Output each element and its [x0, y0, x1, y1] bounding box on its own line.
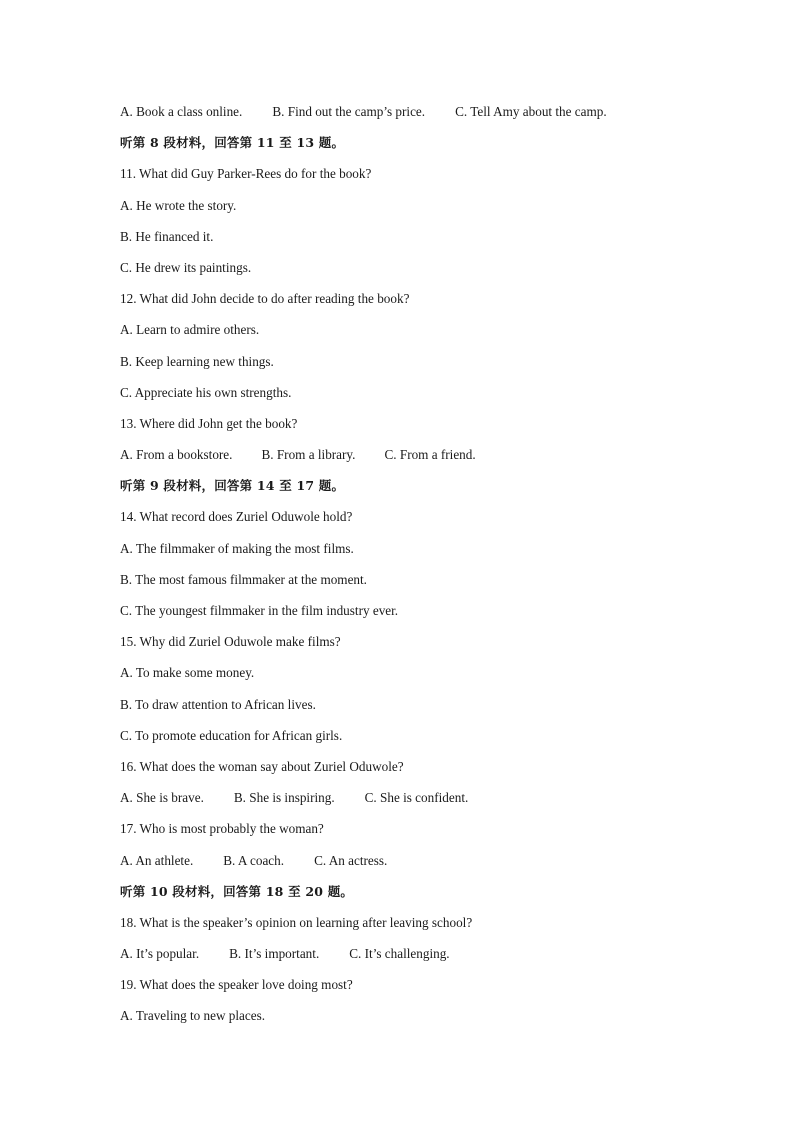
option-line: C. He drew its paintings.	[120, 259, 252, 275]
section-heading: 听第 8 段材料，回答第 11 至 13 题。	[120, 135, 345, 151]
question-text: 15. Why did Zuriel Oduwole make films?	[120, 634, 341, 650]
options-row	[120, 943, 720, 974]
question-text: 17. Who is most probably the woman?	[120, 821, 324, 837]
option-line: C. Appreciate his own strengths.	[120, 384, 292, 400]
question-text: 16. What does the woman say about Zuriel Oduwole?	[120, 758, 404, 774]
option-line: C. The youngest filmmaker in the film industry ever.	[120, 603, 399, 618]
options-row	[120, 101, 720, 132]
option-a: A. She is brave.	[120, 790, 204, 806]
option-line: A. To make some money.	[120, 665, 255, 681]
section-heading: 听第 9 段材料，回答第 14 至 17 题。	[120, 478, 345, 494]
options-row	[120, 444, 720, 475]
option-b: B. She is inspiring.	[233, 790, 335, 806]
option-a: A. An athlete.	[120, 852, 194, 868]
question-text: 18. What is the speaker’s opinion on learning after leaving school?	[120, 914, 473, 930]
options-row	[120, 850, 720, 881]
option-line: A. Learn to admire others.	[120, 322, 260, 338]
option-line: B. The most famous filmmaker at the moment.	[120, 571, 367, 587]
option-b: B. A coach.	[223, 852, 285, 868]
option-a: A. From a bookstore.	[120, 447, 233, 463]
option-line: C. To promote education for African girls.	[120, 727, 343, 743]
question-text: 12. What did John decide to do after reading the book?	[120, 291, 410, 307]
option-c: C. Tell Amy about the camp.	[455, 104, 607, 119]
option-a: A. It’s popular.	[120, 946, 200, 962]
option-c: C. She is confident.	[364, 790, 469, 806]
option-line: B. Keep learning new things.	[120, 353, 274, 369]
option-line: B. He financed it.	[120, 228, 214, 244]
question-text: 11. What did Guy Parker-Rees do for the book?	[120, 166, 372, 182]
option-b: B. From a library.	[261, 447, 356, 463]
option-line: B. To draw attention to African lives.	[120, 696, 316, 712]
question-text: 19. What does the speaker love doing most?	[120, 977, 353, 993]
section-heading: 听第 10 段材料，回答第 18 至 20 题。	[120, 883, 354, 899]
question-text: 13. Where did John get the book?	[120, 415, 298, 431]
option-line: A. Traveling to new places.	[120, 1008, 266, 1024]
exam-page	[120, 101, 720, 1037]
question-text: 14. What record does Zuriel Oduwole hold?	[120, 509, 353, 525]
option-a: A. Book a class online.	[120, 104, 243, 119]
option-line: A. He wrote the story.	[120, 197, 237, 213]
option-c: C. From a friend.	[384, 447, 476, 463]
options-row	[120, 787, 720, 818]
option-c: C. An actress.	[314, 852, 388, 868]
option-c: C. It’s challenging.	[349, 946, 450, 962]
option-b: B. Find out the camp’s price.	[272, 104, 426, 119]
option-b: B. It’s important.	[229, 946, 320, 962]
option-line: A. The filmmaker of making the most films.	[120, 540, 354, 556]
